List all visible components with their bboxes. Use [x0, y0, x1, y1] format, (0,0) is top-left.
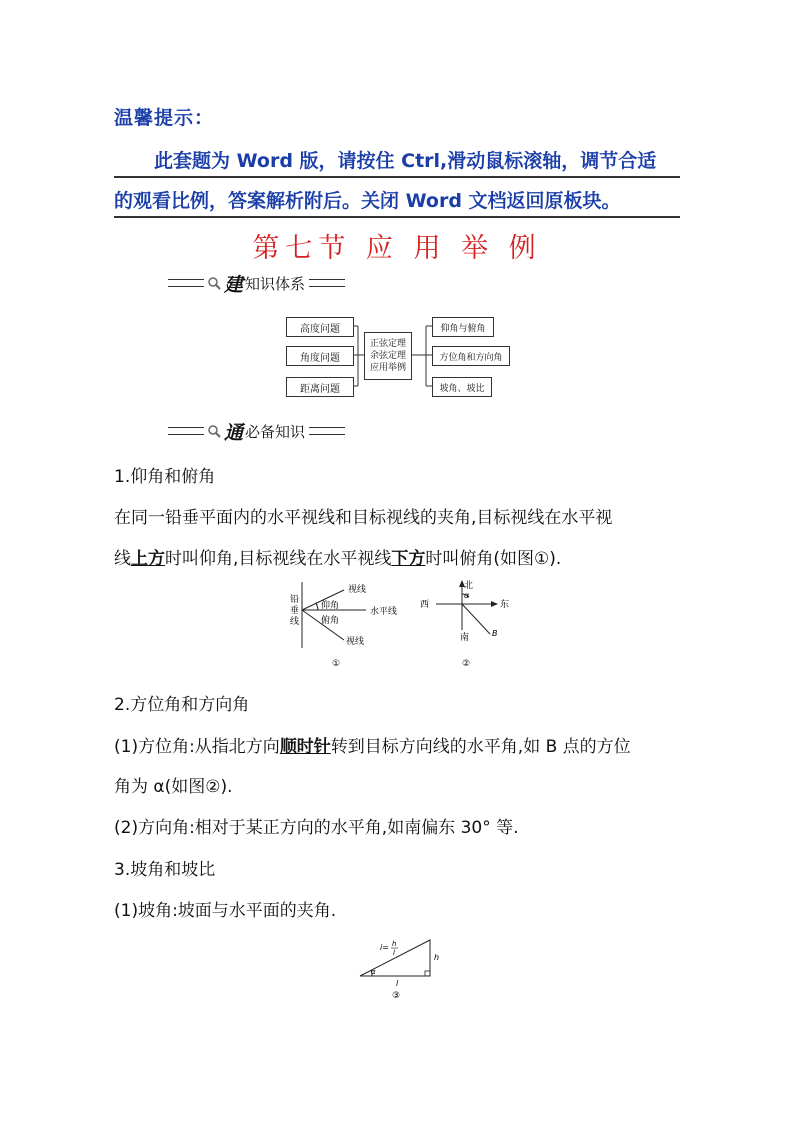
- keyword-clockwise: 顺时针: [279, 737, 331, 757]
- header-char: 建: [224, 273, 244, 296]
- fig1-number: ①: [332, 659, 341, 669]
- knowledge-diagram: [280, 312, 510, 398]
- paragraph-line: (1)方位角:从指北方向顺时针转到目标方向线的水平角,如 B 点的方位: [114, 737, 631, 757]
- diagram-center-item: 应用举例: [369, 363, 406, 373]
- header-text: 必备知识: [245, 422, 306, 441]
- magnifier-icon: [207, 424, 221, 438]
- fig3-number: ③: [392, 991, 401, 1001]
- basic-knowledge-header: [168, 418, 345, 444]
- diagram-right-box: 方位角和方向角: [432, 346, 510, 366]
- fig3-ratio-num: h: [392, 940, 397, 948]
- diagram-left-box: 角度问题: [286, 346, 354, 366]
- fig3-ratio-den: l: [393, 949, 395, 957]
- diagram-center-item: 正弦定理: [369, 339, 406, 349]
- fig2-alpha: α: [464, 591, 470, 600]
- paragraph-line: 角为 α(如图②).: [114, 777, 233, 797]
- double-rule-left: [168, 427, 204, 435]
- double-rule-right: [309, 427, 345, 435]
- fig3-alpha: α: [371, 968, 376, 976]
- subheading-2: 2.方位角和方向角: [114, 695, 250, 715]
- fig1-vertical-label: 线: [290, 617, 300, 627]
- fig2-west: 西: [420, 600, 430, 610]
- subheading-1: 1.仰角和俯角: [114, 467, 216, 487]
- fig2-number: ②: [462, 659, 471, 669]
- header-char: 通: [224, 421, 244, 444]
- paragraph-line: 在同一铅垂平面内的水平视线和目标视线的夹角,目标视线在水平视: [114, 508, 613, 528]
- tip-line-2: 的观看比例，答案解析附后。关闭 Word 文档返回原板块。: [114, 186, 680, 218]
- subheading-3: 3.坡角和坡比: [114, 860, 216, 880]
- diagram-center-box: [364, 332, 412, 380]
- fig2-south: 南: [460, 633, 470, 643]
- fig1-elevation-label: 仰角: [321, 601, 340, 611]
- fig1-sight-top: 视线: [348, 585, 367, 595]
- figure-elevation-depression: [286, 578, 406, 670]
- section-title: 第七节 应 用 举 例: [252, 233, 542, 264]
- tip-title: 温馨提示：: [114, 107, 215, 129]
- knowledge-system-header: [168, 270, 345, 296]
- diagram-center-item: 余弦定理: [369, 351, 406, 361]
- keyword-above: 上方: [131, 549, 165, 569]
- fig1-horizontal-label: 水平线: [370, 607, 398, 617]
- fig2-east: 东: [500, 600, 510, 610]
- fig1-vertical-label: 铅: [290, 595, 300, 605]
- fig1-sight-bottom: 视线: [346, 637, 365, 647]
- magnifier-icon: [207, 276, 221, 290]
- fig2-north: 北: [464, 581, 474, 591]
- header-text: 知识体系: [245, 274, 306, 293]
- fig1-vertical-label: 垂: [290, 606, 300, 616]
- keyword-below: 下方: [391, 549, 426, 569]
- fig2-b: B: [492, 629, 498, 638]
- diagram-right-box: 仰角与俯角: [432, 317, 494, 337]
- double-rule-right: [309, 279, 345, 287]
- figure-slope: [356, 934, 446, 1002]
- double-rule-left: [168, 279, 204, 287]
- diagram-right-box: 坡角、坡比: [432, 377, 492, 397]
- paragraph-line: (1)坡角:坡面与水平面的夹角.: [114, 901, 337, 921]
- figure-azimuth: [418, 578, 518, 670]
- paragraph-line: (2)方向角:相对于某正方向的水平角,如南偏东 30° 等.: [114, 818, 519, 838]
- paragraph-line: 线上方时叫仰角,目标视线在水平视线下方时叫俯角(如图①).: [114, 549, 562, 569]
- fig3-h: h: [434, 953, 440, 962]
- diagram-left-box: 距离问题: [286, 377, 354, 397]
- tip-line-1: 此套题为 Word 版，请按住 Ctrl,滑动鼠标滚轴，调节合适: [114, 146, 680, 178]
- fig3-l: l: [396, 979, 399, 988]
- fig1-depression-label: 俯角: [321, 616, 340, 626]
- diagram-left-box: 高度问题: [286, 317, 354, 337]
- fig3-ratio-lhs: i=: [380, 943, 389, 952]
